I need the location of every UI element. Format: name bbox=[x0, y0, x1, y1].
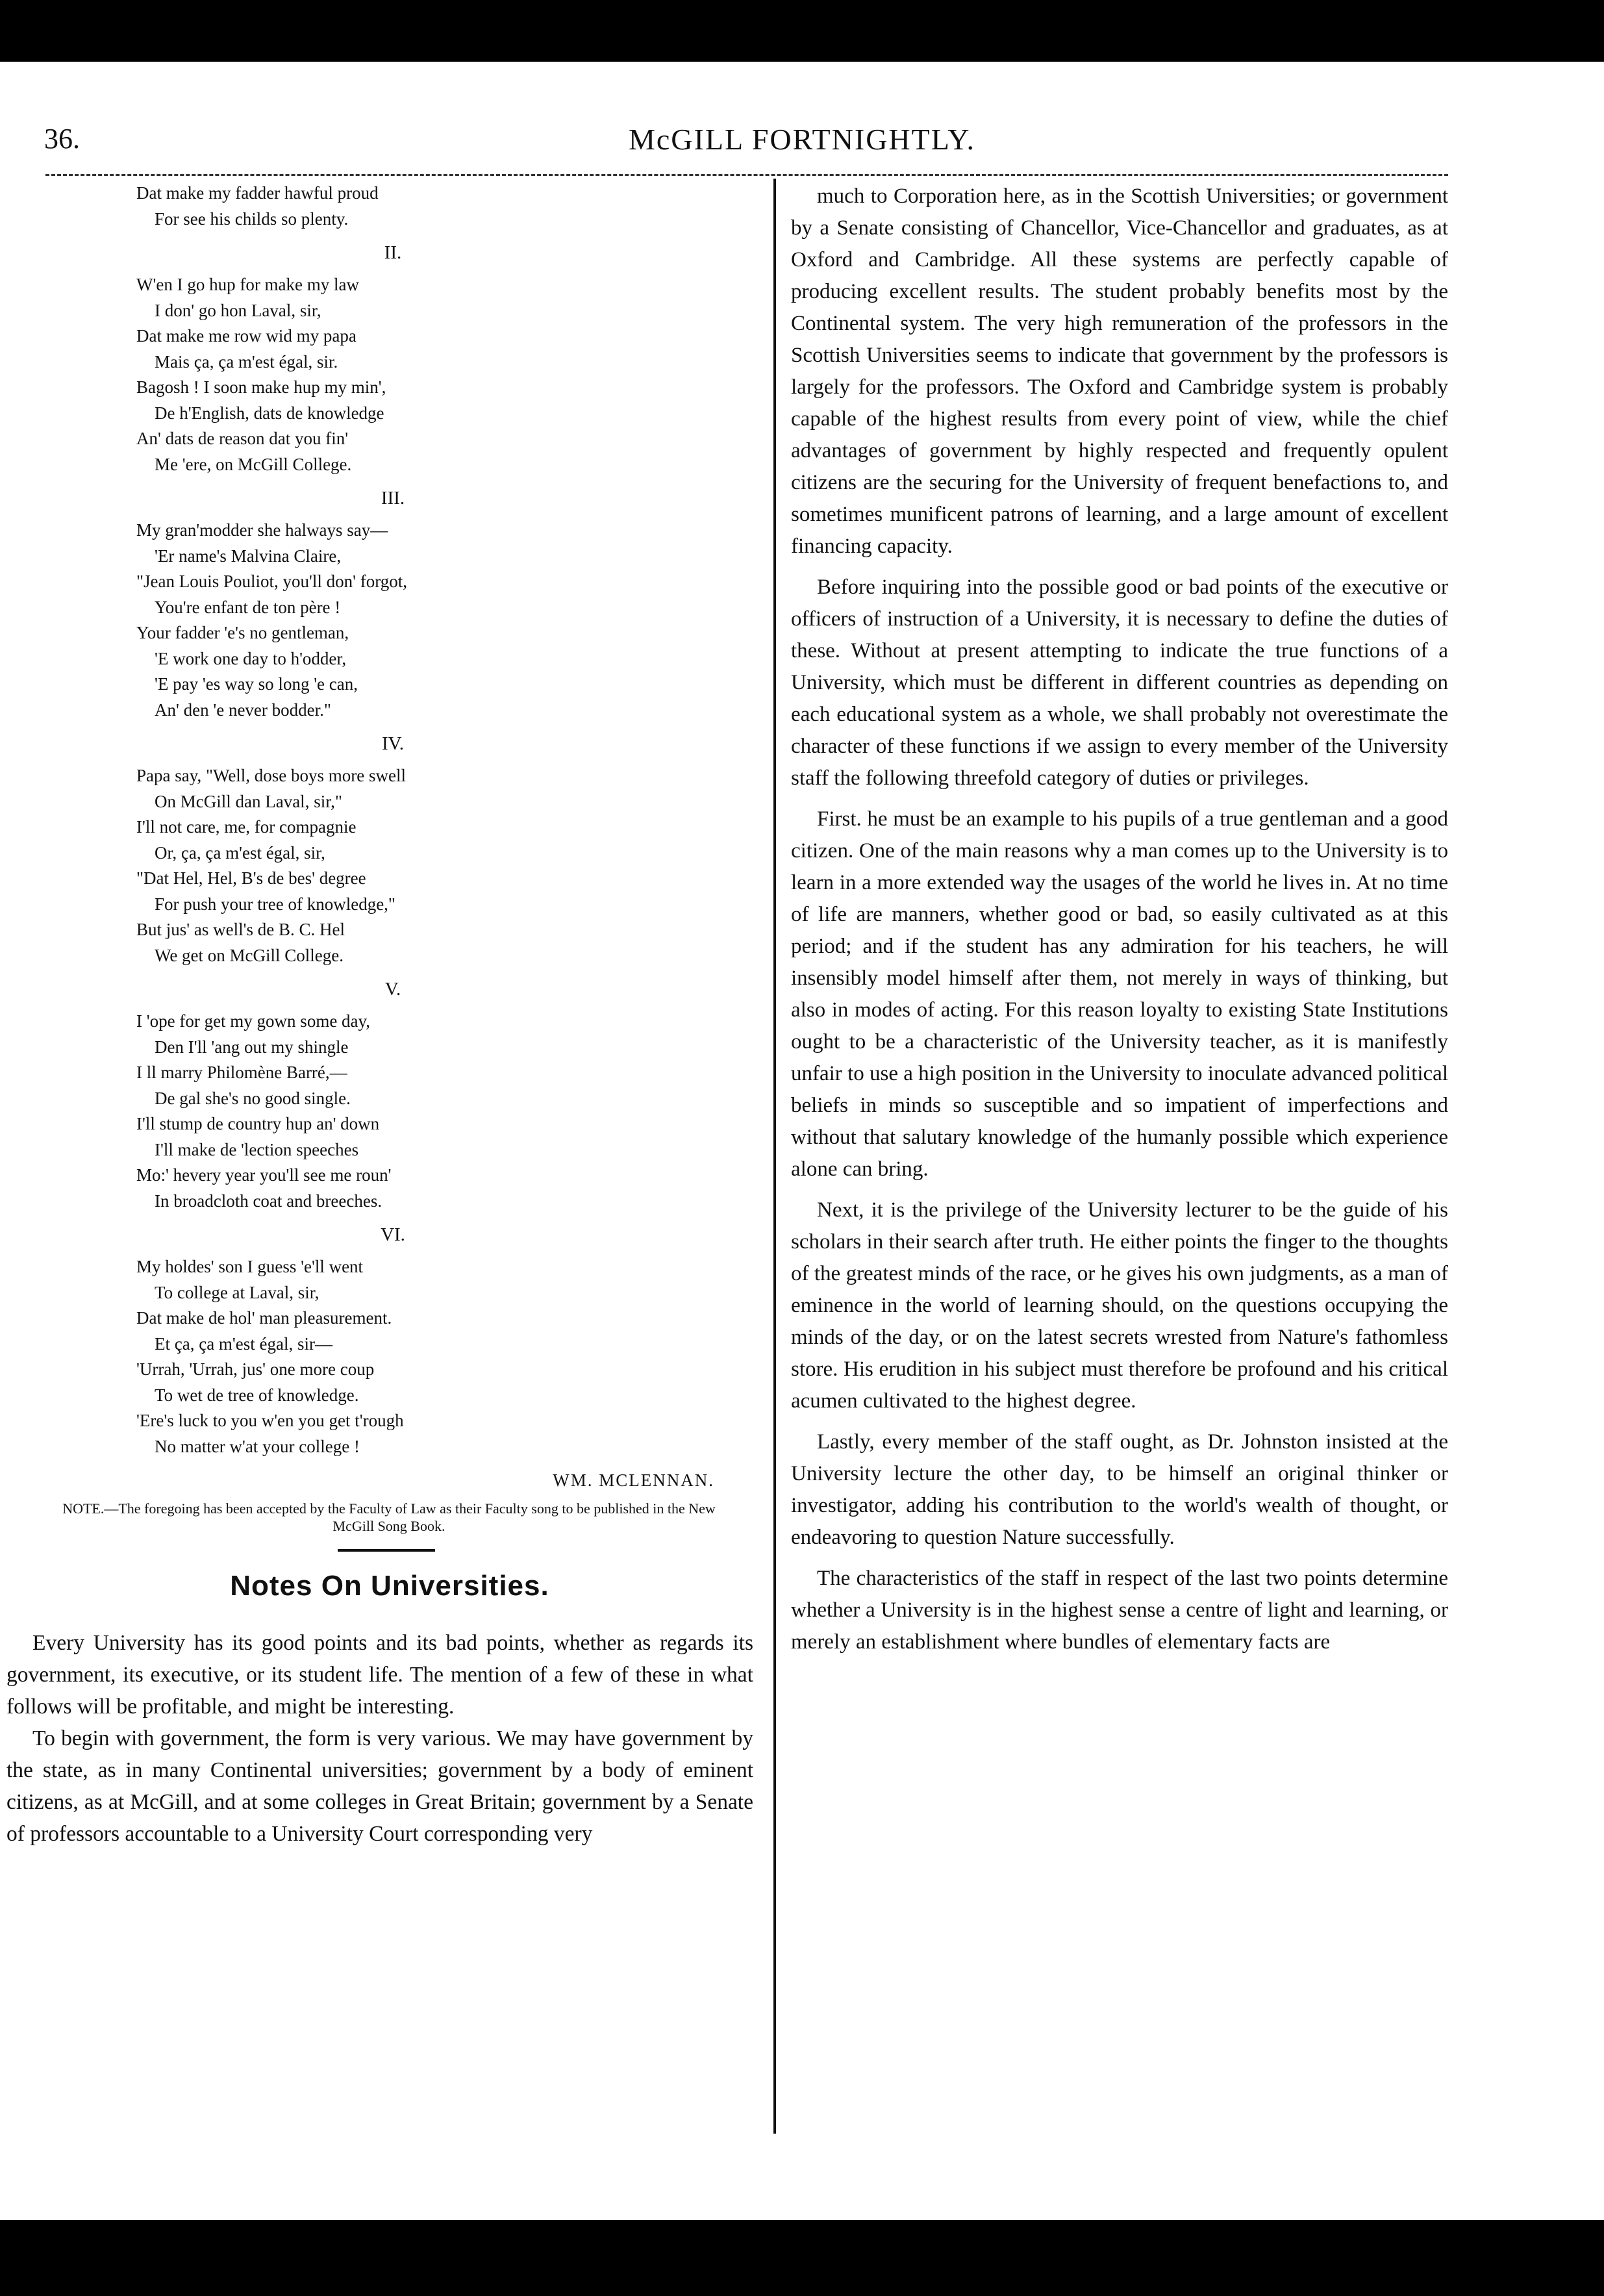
stanza-numeral: II. bbox=[384, 242, 402, 263]
poem-line: I'll stump de country hup an' down bbox=[136, 1114, 380, 1133]
poem-line: An' dats de reason dat you fin' bbox=[136, 429, 349, 448]
header-rule bbox=[45, 174, 1448, 176]
poem-line: Et ça, ça m'est égal, sir— bbox=[155, 1333, 333, 1354]
poem-line: I don' go hon Laval, sir, bbox=[155, 300, 321, 320]
section-divider bbox=[338, 1549, 435, 1552]
poem-line: I'll make de 'lection speeches bbox=[155, 1139, 359, 1159]
poem-line: Me 'ere, on McGill College. bbox=[155, 454, 352, 474]
poem-line: Mo:' hevery year you'll see me roun' bbox=[136, 1165, 392, 1185]
article-title: Notes On Universities. bbox=[230, 1570, 549, 1602]
stanza-numeral: VI. bbox=[381, 1224, 405, 1245]
poem-stanzas bbox=[110, 240, 753, 1459]
poem-line: "Jean Louis Pouliot, you'll don' forgot, bbox=[136, 572, 407, 591]
poem-line: No matter w'at your college ! bbox=[155, 1436, 360, 1456]
poem-line: For push your tree of knowledge," bbox=[155, 894, 395, 914]
poem-line: Dat make de hol' man pleasurement. bbox=[136, 1308, 392, 1328]
paragraph: The characteristics of the staff in respect of the last two points determine whether a University is in the highest sense a centre of light and learning, or merely an establishment where bundles of elementary facts are bbox=[791, 1567, 1448, 1654]
page-number: 36. bbox=[44, 123, 80, 155]
poem-line: Bagosh ! I soon make hup my min', bbox=[136, 377, 386, 397]
paragraph: Every University has its good points and its bad points, whether as regards its government, its executive, or its student life. The mention of a few of these in what follows will be profitable, and might be interesting. bbox=[6, 1631, 753, 1719]
poem-note: NOTE.—The foregoing has been accepted by the Faculty of Law as their Faculty song to be published in the New McGill Song Book. bbox=[62, 1500, 716, 1534]
stanza-numeral: V. bbox=[384, 979, 401, 1000]
right-column bbox=[791, 181, 1448, 1667]
poem-line: 'E pay 'es way so long 'e can, bbox=[155, 674, 358, 694]
poem-signature: WM. MCLENNAN. bbox=[553, 1470, 714, 1490]
poem-opening bbox=[110, 181, 753, 232]
poem-line: Dat make my fadder hawful proud bbox=[136, 183, 379, 203]
poem-line: 'Urrah, 'Urrah, jus' one more coup bbox=[136, 1359, 375, 1379]
poem-line: 'Ere's luck to you w'en you get t'rough bbox=[136, 1411, 404, 1430]
poem-line: Den I'll 'ang out my shingle bbox=[155, 1037, 349, 1057]
poem-line: W'en I go hup for make my law bbox=[136, 275, 360, 294]
poem-line: De gal she's no good single. bbox=[155, 1088, 351, 1108]
poem-line: Mais ça, ça m'est égal, sir. bbox=[155, 351, 338, 372]
poem-line: I ll marry Philomène Barré,— bbox=[136, 1063, 347, 1082]
column-divider bbox=[773, 179, 776, 2134]
article-right-text bbox=[791, 181, 1448, 1658]
poem-line: I 'ope for get my gown some day, bbox=[136, 1011, 371, 1031]
running-title: McGILL FORTNIGHTLY. bbox=[628, 123, 976, 156]
poem-line: To wet de tree of knowledge. bbox=[155, 1385, 359, 1405]
poem-line: 'Er name's Malvina Claire, bbox=[155, 546, 342, 566]
stanza-numeral: IV. bbox=[381, 733, 405, 754]
article-left-text bbox=[6, 1627, 753, 1850]
poem-line: To college at Laval, sir, bbox=[155, 1282, 320, 1302]
paragraph: Lastly, every member of the staff ought, as Dr. Johnston insisted at the University lecture the other day, to be himself an original thinker or investigator, adding his contribution to the world's wealth of thought, or endeavoring to question Nature successfully. bbox=[791, 1430, 1448, 1549]
poem-line: In broadcloth coat and breeches. bbox=[155, 1191, 382, 1211]
paragraph: Next, it is the privilege of the University lecturer to be the guide of his scholars in their search after truth. He either points the finger to the thoughts of the greatest minds of the race, or he gives his own judgments, as a man of eminence in the world of learning should, on the questions occupying the minds of the day, or on the latest secrets wrested from Nature's fathomless store. His erudition in his subject must therefore be profound and his critical acumen cultivated to the highest degree. bbox=[791, 1198, 1448, 1413]
poem-line: On McGill dan Laval, sir," bbox=[155, 791, 342, 811]
poem-line: Or, ça, ça m'est égal, sir, bbox=[155, 842, 325, 863]
poem-line: 'E work one day to h'odder, bbox=[155, 648, 347, 668]
poem-line: Papa say, "Well, dose boys more swell bbox=[136, 766, 407, 785]
left-column bbox=[6, 181, 753, 1850]
poem-line: I'll not care, me, for compagnie bbox=[136, 817, 357, 837]
poem-line: For see his childs so plenty. bbox=[155, 208, 349, 229]
paragraph: much to Corporation here, as in the Scottish Universities; or government by a Senate consisting of Chancellor, Vice-Chancellor and graduates, as at Oxford and Cambridge. All these systems are perfectly capable of producing excellent results. The student probably benefits most by the Continental system. The very high remuneration of the professors in the Scottish Universities seems to indicate that government by the professors is largely for the professors. The Oxford and Cambridge system is probably capable of the highest results from every point of view, while the chief advantages of government by highly respected and frequently opulent citizens are the securing for the University of frequent benefactions to, and sometimes munificent patrons of learning, and a large amount of excellent financing capacity. bbox=[791, 184, 1448, 558]
poem-line: Your fadder 'e's no gentleman, bbox=[136, 623, 349, 642]
poem-line: De h'English, dats de knowledge bbox=[155, 403, 384, 423]
poem-line: My gran'modder she halways say— bbox=[136, 520, 388, 540]
poem-line: "Dat Hel, Hel, B's de bes' degree bbox=[136, 868, 366, 888]
poem-line: An' den 'e never bodder." bbox=[155, 700, 331, 720]
paragraph: To begin with government, the form is very various. We may have government by the state, as in many Continental universities; government by a body of eminent citizens, as at McGill, and at some colleges in Great Britain; government by a Senate of professors accountable to a University Court corresponding very bbox=[6, 1726, 753, 1846]
paragraph: First. he must be an example to his pupils of a true gentleman and a good citizen. One of the main reasons why a man comes up to the University is to learn in a more extended way the usages of the world he lives in. At no time of life are manners, whether good or bad, so easily cultivated as at this period; and if the student has any admiration for his teachers, he will insensibly model himself after them, not merely in ways of thinking, but also in modes of acting. For this reason loyalty to existing State Institutions ought to be a characteristic of the University teacher, as it is manifestly unfair to use a high position in the University to inoculate advanced political beliefs in minds so susceptible and so impatient of imperfections and without that salutary knowledge of the humanly possible which experience alone can bring. bbox=[791, 807, 1448, 1181]
poem-line: You're enfant de ton père ! bbox=[155, 597, 341, 617]
top-scan-border bbox=[0, 0, 1604, 62]
poem-line: Dat make me row wid my papa bbox=[136, 326, 357, 346]
poem-line: But jus' as well's de B. C. Hel bbox=[136, 920, 345, 939]
bottom-scan-border bbox=[0, 2220, 1604, 2296]
stanza-numeral: III. bbox=[381, 488, 405, 509]
paragraph: Before inquiring into the possible good or bad points of the executive or officers of instruction of a University, it is necessary to define the duties of these. Without at present attempting to indicate the true functions of a University, which must be different in different countries as depending on each educational system as a whole, we shall probably not overestimate the character of these functions if we assign to every member of the University staff the following threefold category of duties or privileges. bbox=[791, 575, 1448, 790]
poem-line: My holdes' son I guess 'e'll went bbox=[136, 1257, 364, 1276]
poem-line: We get on McGill College. bbox=[155, 945, 344, 965]
